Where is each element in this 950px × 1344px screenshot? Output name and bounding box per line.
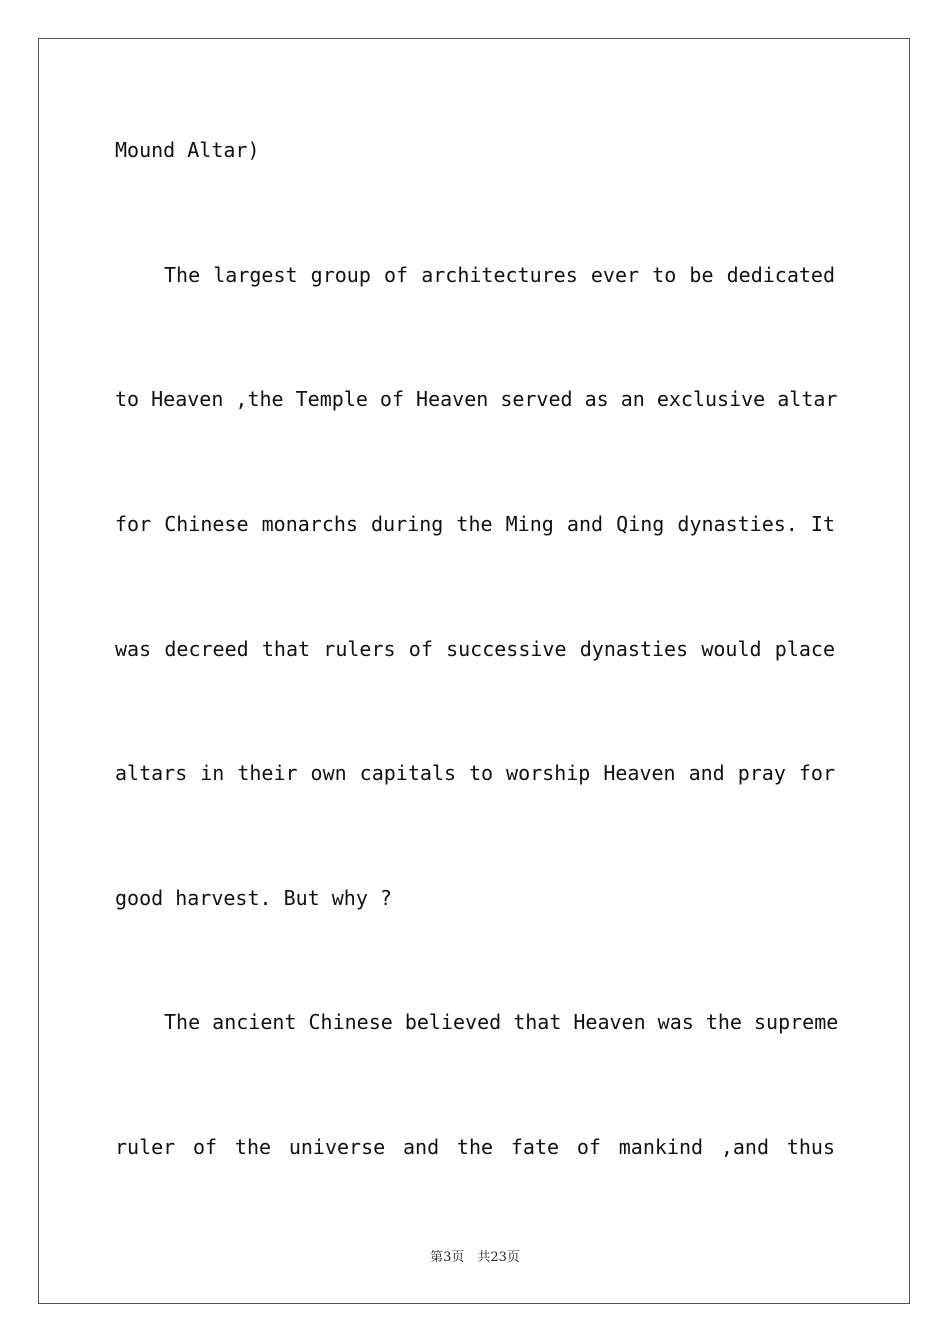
- page-border: [38, 38, 910, 1304]
- text-line-3: to Heaven ,the Temple of Heaven served as an exclusive altar: [115, 387, 838, 411]
- page-number-footer: 第3页 共23页: [430, 1250, 520, 1265]
- paragraph-start-line: The ancient Chinese believed that Heaven was the supreme: [164, 1010, 839, 1034]
- text-line-6: altars in their own capitals to worship Heaven and pray for: [115, 761, 835, 785]
- text-line-1: Mound Altar): [115, 138, 260, 162]
- paragraph-start-line: The largest group of architectures ever to be dedicated: [164, 263, 835, 287]
- text-line-4: for Chinese monarchs during the Ming and Qing dynasties. It: [115, 512, 835, 536]
- text-line-5: was decreed that rulers of successive dynasties would place: [115, 637, 835, 661]
- text-line-7: good harvest. But why ?: [115, 886, 392, 910]
- text-line-9: ruler of the universe and the fate of mankind ,and thus: [115, 1135, 835, 1159]
